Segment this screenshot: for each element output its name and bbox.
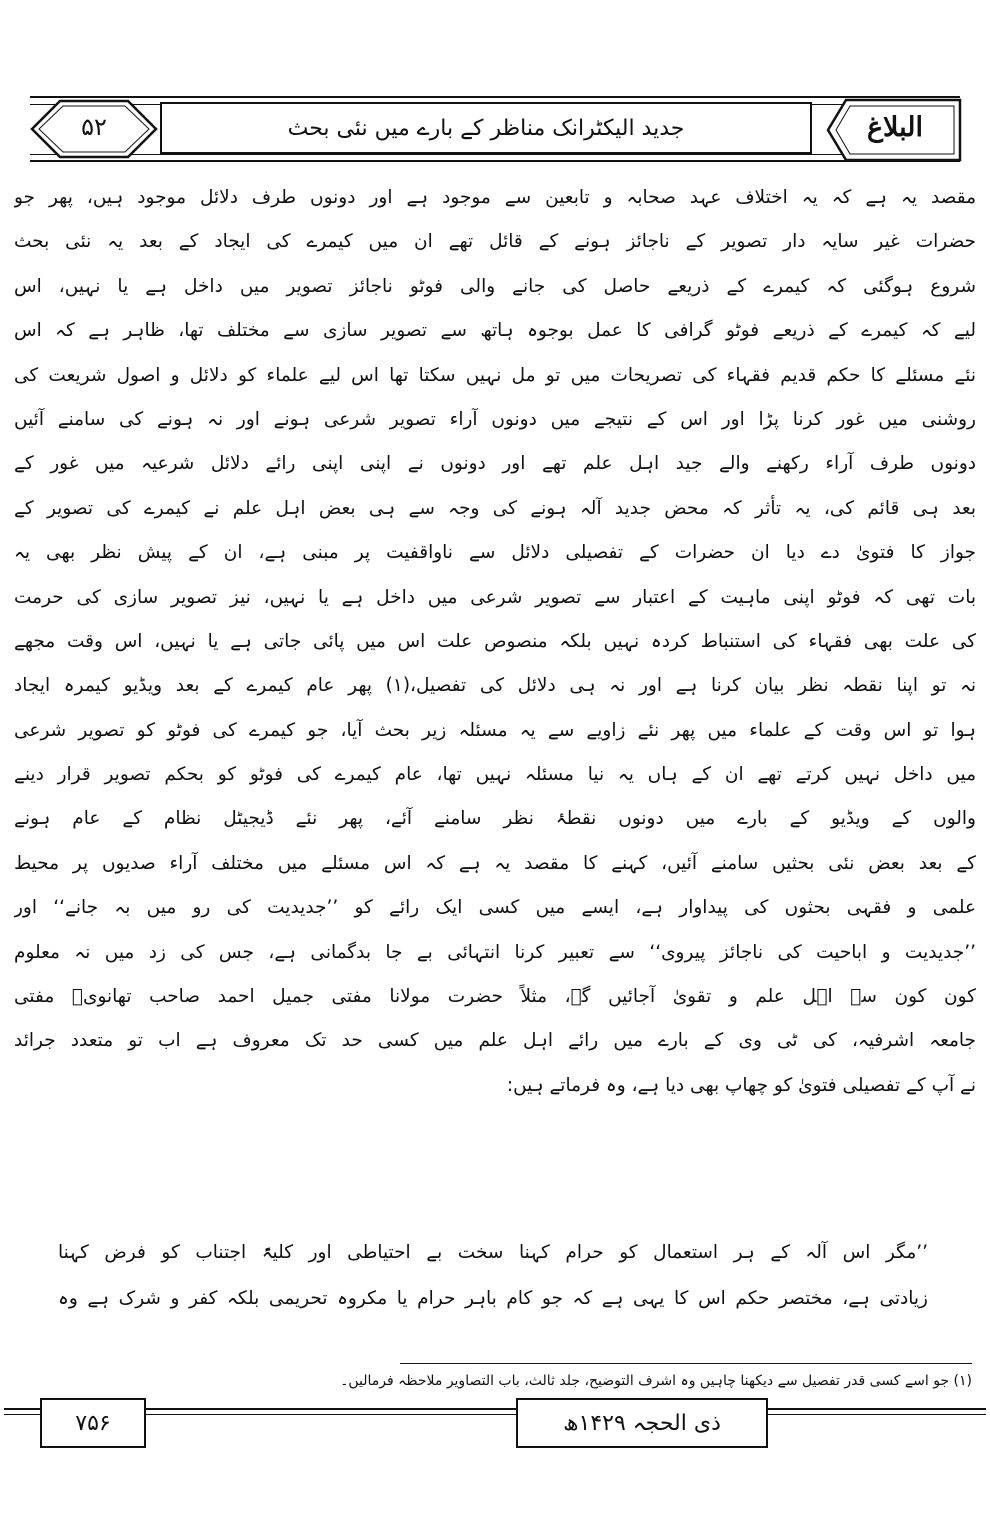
- page-number: ۵۲: [81, 113, 107, 141]
- quote-text-line: زیادتی ہے، مختصر حکم اس کا یہی ہے کہ جو کام باہر حرام یا مکروہ تحریمی بلکہ کفر و شرک ہے وہ: [58, 1288, 928, 1309]
- body-text-line: دونوں طرف آراء رکھنے والے جید اہل علم تھے اور دونوں نے اپنی اپنی رائے دلائل شرعیہ میں غور کے: [14, 453, 976, 475]
- page-number-badge: [30, 99, 158, 159]
- body-text-line: لیے کہ کیمرے کے ذریعے فوٹو گرافی کا عمل بوجوہ ہاتھ سے تصویر سازی سے مختلف تھا، ظاہر ہے کہ اس: [14, 320, 976, 342]
- body-text-line: بات تھی کہ فوٹو اپنی ماہیت کے اعتبار سے تصویر شرعی میں داخل ہے یا نہیں، نیز تصویر سازی کی حرمت: [14, 586, 976, 608]
- body-text-line: شروع ہوگئی کہ کیمرے کے ذریعے حاصل کی جانے والی فوٹو ناجائز تصویر میں داخل ہے یا نہیں، اس: [14, 275, 976, 297]
- quotation-block: [58, 1230, 928, 1322]
- body-text-line: نہ تو اپنا نقطہ نظر بیان کرنا ہے اور نہ ہی دلائل کی تفصیل،(۱) پھر عام کیمرے کے بعد ویڈیو کیمرہ ایجاد: [14, 675, 976, 697]
- body-text-line: مقصد یہ ہے کہ یہ اختلاف عہد صحابہ و تابعین سے موجود ہے اور دونوں طرف دلائل موجود ہیں، پھر جو: [14, 187, 976, 208]
- body-text-line: میں داخل نہیں کرتے تھے ان کے ہاں یہ نیا مسئلہ نہیں تھا، عام کیمرے کی فوٹو کو بحکم تصویر قرار دینے: [14, 764, 976, 786]
- body-text-line: کے بعد بعض نئی بحثیں سامنے آئیں، کہنے کا مقصد یہ ہے کہ اس مسئلے میں مختلف آراء صدیوں پر محیط: [14, 852, 976, 874]
- article-body: [14, 176, 976, 1108]
- body-text-line: نئے مسئلے کا حکم قدیم فقہاء کی تصریحات میں تو مل نہیں سکتا تھا اس لیے علماء کو دلائل و اصول شریعت کی: [14, 364, 976, 386]
- volume-page-number: ۷۵۶: [75, 1410, 111, 1436]
- body-text-line: روشنی میں غور کرنا پڑا اور اس کے نتیجے میں دونوں آراء تصویر شرعی ہونے اور نہ ہونے کی سامنے آئیں: [14, 408, 976, 430]
- body-text-line: کی علت بھی فقہاء کی استنباط کردہ نہیں بلکہ منصوص علت اس میں پائی جاتی ہے یا نہیں، اس وقت مجھے: [14, 630, 976, 652]
- footnote-rule: [400, 1363, 972, 1364]
- body-text-line: جامعہ اشرفیہ، کی ٹی وی کے بارے میں رائے اہل علم میں کسی حد تک معروف ہے اب تو متعدد جرائد: [14, 1030, 976, 1052]
- footnote: (۱) جو اسے کسی قدر تفصیل سے دیکھنا چاہیں وہ اشرف التوضیح، جلد ثالث، باب التصاویر ملاحظہ فرمالیں۔: [340, 1373, 972, 1389]
- issue-date-box: [516, 1398, 768, 1448]
- body-text-line: والوں کے ویڈیو کے بارے میں دونوں نقطۂ نظر سامنے آئے، پھر نئے ڈیجیٹل نظام کے عام ہونے: [14, 808, 976, 830]
- body-text-line: علمی و فقہی بحثوں کی پیداوار ہے، ایسے میں کسی ایک رائے کو ’’جدیدیت کی رو میں بہ جانے‘‘ اور: [14, 897, 976, 919]
- body-text-line: جواز کا فتویٰ دے دیا ان حضرات کے تفصیلی دلائل سے ناواقفیت پر مبنی ہے، ان کے پیش نظر بھی یہ: [14, 542, 976, 564]
- journal-logo-text: البلاغ: [866, 112, 924, 143]
- issue-date: ذی الحجہ ۱۴۲۹ھ: [563, 1410, 721, 1436]
- body-text-line: بعد ہی قائم کی، یہ تأثر کہ محض جدید آلہ ہونے کی وجہ سے ہی بعض اہل علم نے کیمرے کی تصویر کے: [14, 497, 976, 519]
- running-title: جدید الیکٹرانک مناظر کے بارے میں نئی بحث: [287, 115, 685, 141]
- journal-logo: [820, 92, 970, 168]
- body-text-line: حضرات غیر سایہ دار تصویر کے ناجائز ہونے کے قائل تھے ان میں کیمرے کی ایجاد کے بعد یہ نئی بحث: [14, 231, 976, 253]
- body-text-line: کون کون سے اہل علم و تقویٰ آجائیں گے، مثلاً حضرت مولانا مفتی جمیل احمد صاحب تھانویؒ مفتی: [14, 986, 976, 1008]
- footer-rule-bottom: [4, 1414, 986, 1415]
- quote-text-line: ’’مگر اس آلہ کے ہر استعمال کو حرام کہنا سخت بے احتیاطی اور کلیۃً اجتناب کو فرض کہنا: [58, 1242, 928, 1263]
- footer-rule-top: [4, 1408, 986, 1410]
- body-text-line: نے آپ کے تفصیلی فتویٰ کو چھاپ بھی دیا ہے، وہ فرماتے ہیں:: [506, 1074, 976, 1096]
- body-text-line: ’’جدیدیت و اباحیت کی ناجائز پیروی‘‘ سے تعبیر کرنا انتہائی بے جا بدگمانی ہے، جس کی زد میں نہ معلوم: [14, 941, 976, 963]
- running-title-box: [160, 102, 812, 154]
- body-text-line: ہوا تو اس وقت کے علماء میں پھر نئے زاویے سے یہ مسئلہ زیر بحث آیا، جو کیمرے کی فوٹو کو تصویر شرعی: [14, 719, 976, 741]
- volume-page-box: [40, 1398, 146, 1448]
